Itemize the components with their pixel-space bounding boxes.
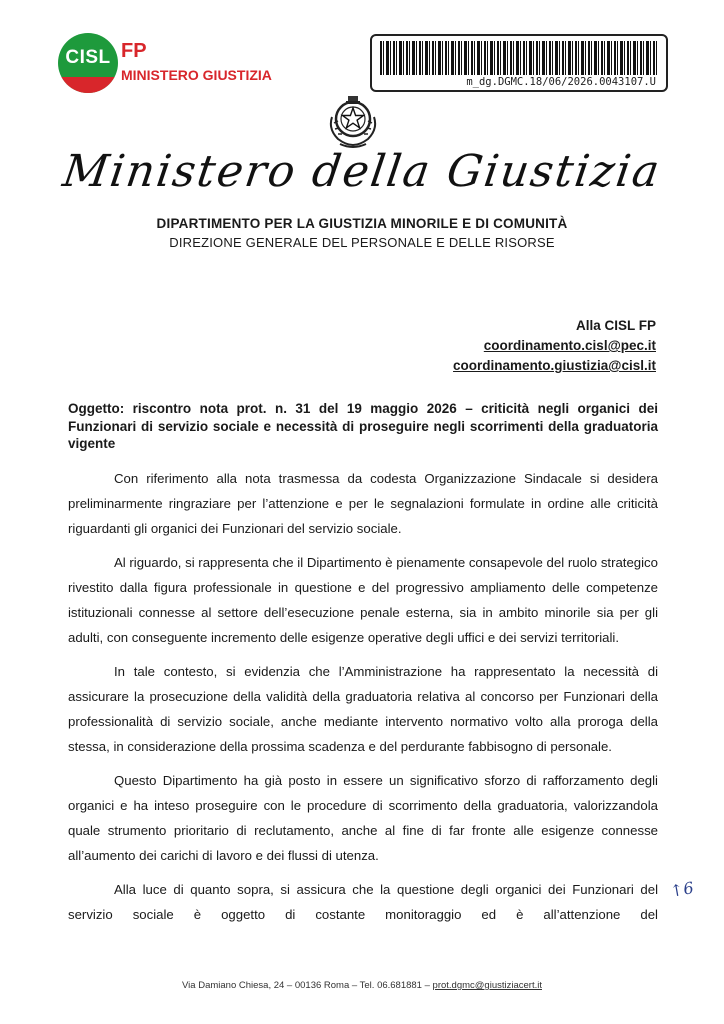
footer-address: Via Damiano Chiesa, 24 – 00136 Roma – Tel. 06.681881 – (182, 980, 433, 991)
cisl-fp-logo (58, 33, 298, 93)
directorate-name: DIREZIONE GENERALE DEL PERSONALE E DELLE RISORSE (169, 235, 555, 250)
logo-subtitle: MINISTERO GIUSTIZIA (121, 67, 272, 83)
body-paragraph: Al riguardo, si rappresenta che il Dipartimento è pienamente consapevole del ruolo strategico rivestito dalla figura professionale in questione e del progressivo ampliamento delle competenze istituzionali connesse al settore dell’esecuzione penale esterna, sia in ambito minorile sia per gli adulti, con conseguente incremento delle esigenze operative degli uffici e dei servizi territoriali. (68, 555, 658, 645)
ministry-title: Ministero della Giustizia (59, 146, 665, 197)
recipient-email-2[interactable]: coordinamento.giustizia@cisl.it (453, 358, 656, 373)
logo-red-band (58, 77, 118, 93)
body-paragraph: Questo Dipartimento ha già posto in essere un significativo sforzo di rafforzamento degli organici e ha inteso proseguire con le procedure di scorrimento della graduatoria, valorizzandola quale strumento prioritario di reclutamento, anche al fine di far fronte alle esigenze connesse all’aumento dei carichi di lavoro e dei flussi di utenza. (68, 773, 658, 863)
handwritten-annotation: ↑6 (668, 878, 696, 901)
letter-body (68, 466, 658, 936)
footer-email-link[interactable]: prot.dgmc@giustiziacert.it (432, 980, 542, 991)
body-paragraph: Alla luce di quanto sopra, si assicura che la questione degli organici dei Funzionari del servizio sociale è oggetto di costante monitoraggio ed è all’attenzione del (68, 882, 658, 922)
page-footer (0, 980, 724, 991)
recipients-block (453, 316, 656, 376)
italian-republic-emblem-icon (322, 89, 384, 151)
letter-subject: Oggetto: riscontro nota prot. n. 31 del 19 maggio 2026 – criticità negli organici dei Funzionari di servizio sociale e necessità di proseguire negli scorrimenti della graduatoria vigente (68, 401, 658, 451)
logo-fp-text: FP (121, 40, 147, 62)
protocol-barcode-stamp (370, 34, 668, 92)
cisl-logo-circle (58, 33, 118, 93)
recipient-name: Alla CISL FP (575, 318, 656, 333)
barcode-icon (380, 41, 658, 75)
logo-cisl-text: CISL (65, 47, 111, 68)
body-paragraph: In tale contesto, si evidenzia che l’Amministrazione ha rappresentato la necessità di assicurare la prosecuzione della validità della graduatoria relativa al concorso per Funzionari della professionalità di servizio sociale, anche mediante intervento normativo volto alla proroga della stessa, in considerazione della prossima scadenza e del perdurante fabbisogno di personale. (68, 664, 658, 754)
body-paragraph: Con riferimento alla nota trasmessa da codesta Organizzazione Sindacale si desidera preliminarmente ringraziare per l’attenzione e per le segnalazioni formulate in ordine alle criticità riguardanti gli organici dei Funzionari del servizio sociale. (68, 471, 658, 536)
department-name: DIPARTIMENTO PER LA GIUSTIZIA MINORILE E DI COMUNITÀ (156, 216, 568, 231)
protocol-number: m_dg.DGMC.18/06/2026.0043107.U (466, 76, 656, 88)
recipient-email-1[interactable]: coordinamento.cisl@pec.it (483, 338, 656, 353)
